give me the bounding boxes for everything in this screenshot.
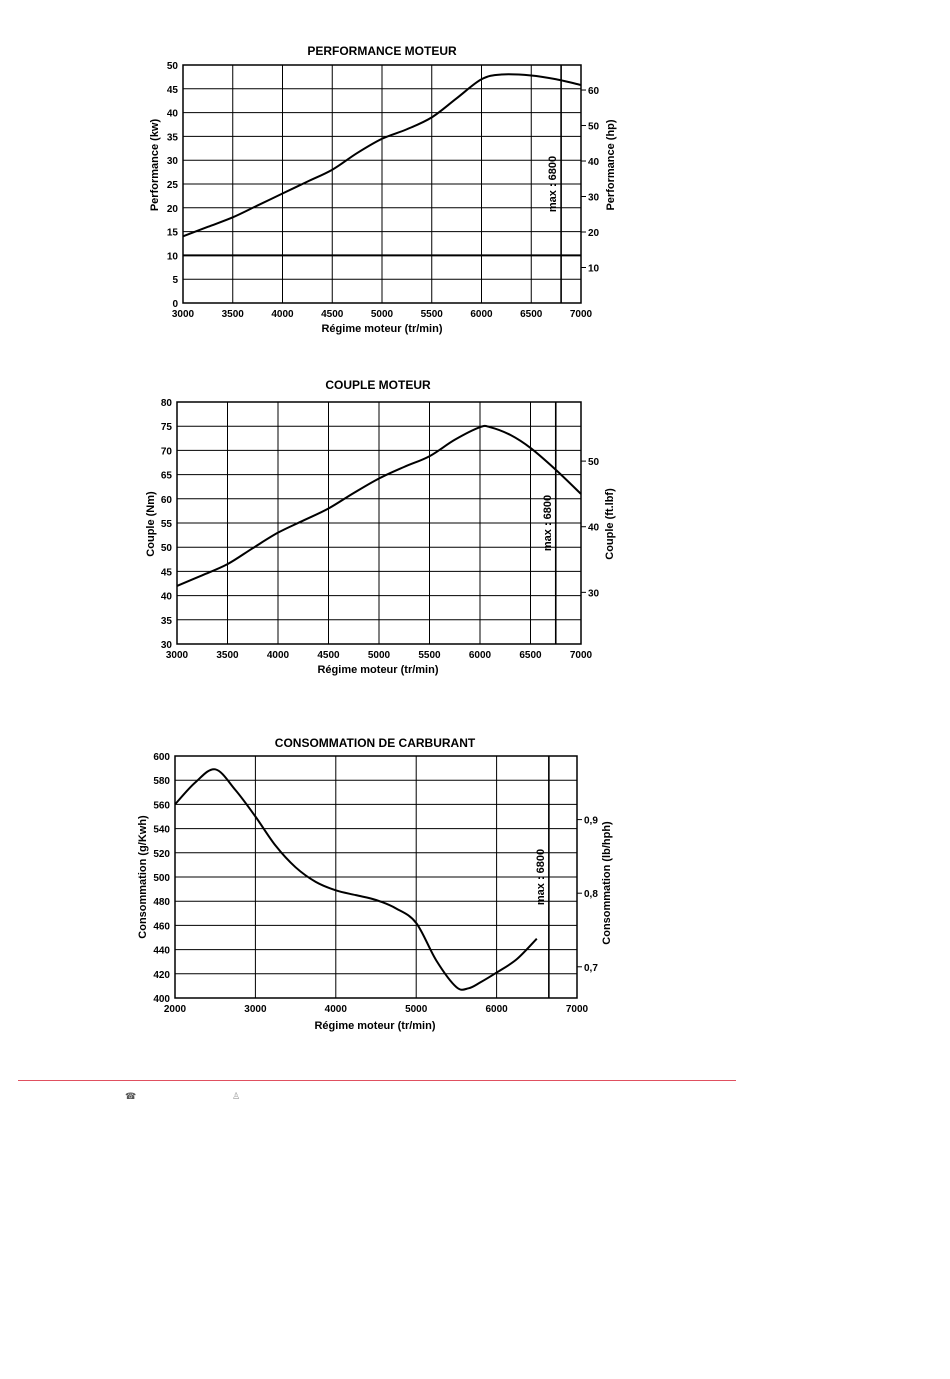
max-rpm-label: max : 6800 xyxy=(541,494,554,552)
x-tick-label: 4500 xyxy=(321,309,344,320)
chart-title: PERFORMANCE MOTEUR xyxy=(307,44,457,58)
y-tick-label: 70 xyxy=(160,446,172,458)
y-tick-label: 30 xyxy=(166,156,178,168)
y2-tick-labels xyxy=(577,816,598,974)
x-tick-label: 5000 xyxy=(370,309,394,320)
y-tick-label: 65 xyxy=(160,470,172,482)
y-tick-labels xyxy=(167,61,179,310)
y-tick-label: 60 xyxy=(160,494,172,506)
y2-tick-labels xyxy=(581,457,600,599)
x-tick-labels xyxy=(172,309,593,320)
y-tick-label: 35 xyxy=(160,615,172,627)
x-axis-label: Régime moteur (tr/min) xyxy=(314,1020,436,1032)
x-tick-label: 7000 xyxy=(569,309,593,320)
x-axis-label: Régime moteur (tr/min) xyxy=(321,323,443,335)
y-tick-label: 460 xyxy=(153,921,170,933)
performance-chart xyxy=(0,0,950,350)
y-tick-label: 35 xyxy=(166,132,178,144)
y-tick-label: 80 xyxy=(160,398,172,409)
x-tick-label: 5500 xyxy=(420,309,443,320)
consommation-chart xyxy=(0,730,950,1040)
y-tick-label: 520 xyxy=(153,848,170,860)
x-tick-label: 4000 xyxy=(271,309,294,320)
y-tick-label: 480 xyxy=(153,897,170,909)
y-tick-label: 30 xyxy=(160,640,172,651)
y-tick-label: 600 xyxy=(153,752,170,763)
y-tick-label: 500 xyxy=(153,873,170,884)
grid xyxy=(175,756,577,998)
x-tick-label: 7000 xyxy=(569,650,593,661)
y-axis-label: Performance (kw) xyxy=(149,118,161,212)
y-tick-label: 45 xyxy=(166,84,178,96)
max-rpm-label: max : 6800 xyxy=(547,155,560,213)
y-tick-label: 440 xyxy=(153,945,170,957)
grid xyxy=(183,65,581,303)
x-tick-label: 2000 xyxy=(163,1004,187,1015)
y2-tick-label: 50 xyxy=(588,121,600,133)
y-tick-label: 400 xyxy=(153,994,170,1005)
y2-tick-label: 40 xyxy=(588,157,600,169)
x-tick-labels xyxy=(164,1004,589,1015)
y-tick-label: 55 xyxy=(160,519,172,530)
x-tick-labels xyxy=(166,650,593,661)
x-axis-label: Régime moteur (tr/min) xyxy=(317,664,439,676)
chart-title: CONSOMMATION DE CARBURANT xyxy=(274,736,476,750)
y-tick-label: 50 xyxy=(160,543,172,555)
footer-divider xyxy=(18,1080,736,1081)
x-tick-label: 6000 xyxy=(485,1004,508,1015)
y-tick-labels xyxy=(161,398,173,651)
y2-axis-label: Couple (ft.lbf) xyxy=(604,488,616,560)
max-rpm-label: max : 6800 xyxy=(534,848,547,906)
y-tick-label: 25 xyxy=(166,180,178,191)
x-tick-label: 5000 xyxy=(405,1004,428,1015)
y-axis-label: Consommation (g/Kwh) xyxy=(137,815,149,939)
x-tick-label: 6500 xyxy=(519,650,542,661)
x-tick-label: 6000 xyxy=(468,650,492,661)
x-tick-label: 3000 xyxy=(165,650,189,661)
x-tick-label: 3000 xyxy=(244,1004,267,1015)
y2-tick-label: 30 xyxy=(588,588,600,600)
x-tick-label: 5500 xyxy=(418,650,441,661)
y-tick-label: 540 xyxy=(153,824,170,836)
x-tick-label: 5000 xyxy=(367,650,391,661)
y-tick-label: 5 xyxy=(172,275,178,287)
y-tick-labels xyxy=(153,752,170,1005)
y-tick-label: 50 xyxy=(166,61,178,72)
y-axis-label: Couple (Nm) xyxy=(145,491,157,557)
y2-tick-label: 0,9 xyxy=(584,815,598,827)
y-tick-label: 580 xyxy=(153,776,170,788)
y2-tick-label: 50 xyxy=(588,457,600,469)
series-line xyxy=(175,769,537,990)
x-tick-label: 3000 xyxy=(171,309,195,320)
chart-title: COUPLE MOTEUR xyxy=(325,378,431,392)
y2-tick-label: 0,7 xyxy=(584,962,598,974)
y2-tick-label: 0,8 xyxy=(584,889,598,901)
y2-tick-label: 10 xyxy=(588,263,600,275)
y-tick-label: 560 xyxy=(153,800,170,812)
x-tick-label: 4500 xyxy=(317,650,340,661)
y-tick-label: 45 xyxy=(160,567,172,579)
y2-tick-labels xyxy=(581,86,600,274)
y2-tick-label: 30 xyxy=(588,192,600,204)
y2-tick-label: 40 xyxy=(588,522,600,534)
x-tick-label: 7000 xyxy=(565,1004,589,1015)
y-tick-label: 75 xyxy=(160,422,172,434)
y2-tick-label: 20 xyxy=(588,228,600,240)
y2-axis-label: Performance (hp) xyxy=(605,119,617,211)
y-tick-label: 40 xyxy=(166,108,178,120)
y-tick-label: 15 xyxy=(166,227,178,239)
x-tick-label: 4000 xyxy=(266,650,290,661)
y-tick-label: 0 xyxy=(172,299,178,310)
y-tick-label: 10 xyxy=(166,251,178,263)
y-tick-label: 40 xyxy=(160,591,172,603)
x-tick-label: 3500 xyxy=(221,309,244,320)
phone-icon[interactable]: ☎ xyxy=(125,1092,137,1102)
x-tick-label: 4000 xyxy=(324,1004,347,1015)
person-icon[interactable]: ♙ xyxy=(232,1092,241,1102)
y-tick-label: 420 xyxy=(153,969,170,981)
x-tick-label: 6500 xyxy=(520,309,543,320)
y-tick-label: 20 xyxy=(166,203,178,215)
grid xyxy=(177,402,581,644)
x-tick-label: 3500 xyxy=(216,650,239,661)
y2-axis-label: Consommation (lb/hph) xyxy=(601,821,613,945)
x-tick-label: 6000 xyxy=(470,309,493,320)
y2-tick-label: 60 xyxy=(588,86,600,98)
couple-chart xyxy=(0,370,950,690)
